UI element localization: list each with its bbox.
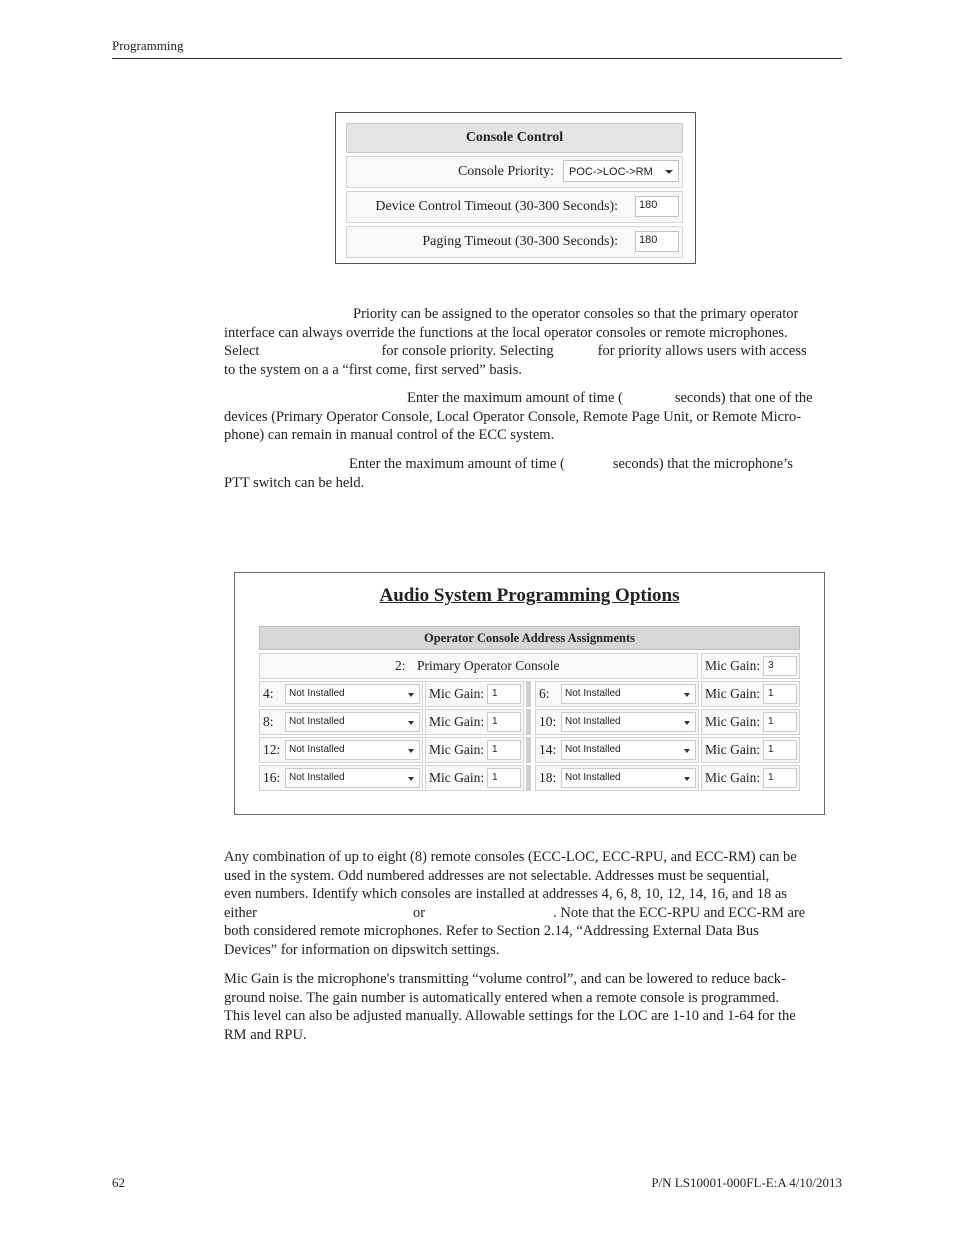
- header-rule: [112, 58, 842, 59]
- console-type-value: Not Installed: [565, 744, 621, 755]
- console-address-cell: [535, 709, 699, 735]
- console-type-value: Not Installed: [289, 688, 345, 699]
- console-address-row: [259, 681, 800, 707]
- device-timeout-row: [346, 191, 683, 223]
- running-head: Programming: [112, 38, 184, 53]
- console-type-select[interactable]: [561, 740, 696, 760]
- device-timeout-input[interactable]: 180: [635, 196, 679, 217]
- mic-gain-label: Mic Gain:: [429, 770, 485, 785]
- primary-console-cell: [259, 653, 698, 679]
- mic-gain-cell: [701, 681, 800, 707]
- page-number: 62: [112, 1175, 125, 1190]
- chevron-down-icon: [684, 777, 690, 781]
- mic-gain-paragraph: [224, 970, 841, 1044]
- text-line: interface can always override the functions at the local operator consoles or remote microphones.: [224, 324, 788, 341]
- primary-mic-gain-input[interactable]: 3: [763, 656, 797, 676]
- console-priority-select[interactable]: [563, 160, 679, 182]
- paging-timeout-input[interactable]: 180: [635, 231, 679, 252]
- console-address-row: [259, 765, 800, 791]
- mic-gain-label: Mic Gain:: [705, 742, 761, 757]
- mic-gain-label: Mic Gain:: [705, 770, 761, 785]
- console-type-value: Not Installed: [565, 772, 621, 783]
- chevron-down-icon: [408, 777, 414, 781]
- chevron-down-icon: [684, 693, 690, 697]
- text-line: Any combination of up to eight (8) remote consoles (ECC-LOC, ECC-RPU, and ECC-RM) can be: [224, 849, 797, 865]
- text-span: for console priority. Selecting: [381, 343, 554, 360]
- console-address-rows: [259, 681, 800, 791]
- primary-console-name: Primary Operator Console: [417, 658, 560, 673]
- console-type-select[interactable]: [561, 684, 696, 704]
- console-address-cell: [259, 765, 423, 791]
- paging-timeout-label: Paging Timeout (30-300 Seconds):: [422, 234, 618, 249]
- text-span: Enter the maximum amount of time (: [407, 390, 623, 406]
- text-span: Select: [224, 343, 260, 360]
- mic-gain-input[interactable]: 1: [487, 684, 521, 704]
- mic-gain-cell: [425, 737, 524, 763]
- device-timeout-label: Device Control Timeout (30-300 Seconds):: [375, 199, 618, 214]
- console-address-row: [259, 709, 800, 735]
- remote-consoles-paragraph: [224, 848, 841, 960]
- console-address-number: 16:: [263, 770, 281, 785]
- mic-gain-cell: [425, 681, 524, 707]
- console-control-panel: [346, 123, 683, 258]
- text-line: [224, 389, 841, 408]
- mic-gain-input[interactable]: 1: [763, 740, 797, 760]
- column-divider: [526, 765, 531, 791]
- console-address-number: 14:: [539, 742, 557, 757]
- console-address-number: 6:: [539, 686, 550, 701]
- column-divider: [526, 709, 531, 735]
- mic-gain-label: Mic Gain:: [705, 686, 761, 701]
- console-type-value: Not Installed: [565, 688, 621, 699]
- chevron-down-icon: [684, 749, 690, 753]
- console-address-number: 4:: [263, 686, 274, 701]
- chevron-down-icon: [408, 749, 414, 753]
- mic-gain-label: Mic Gain:: [429, 742, 485, 757]
- text-line: devices (Primary Operator Console, Local Operator Console, Remote Page Unit, or Remote Micro-: [224, 408, 802, 425]
- console-address-number: 10:: [539, 714, 557, 729]
- console-priority-value: POC->LOC->RM: [569, 166, 653, 178]
- paging-timeout-row: [346, 226, 683, 258]
- console-type-value: Not Installed: [565, 716, 621, 727]
- console-address-row: [259, 737, 800, 763]
- text-line: [224, 904, 841, 923]
- text-line: Priority can be assigned to the operator consoles so that the primary operator: [353, 306, 799, 322]
- text-line: [224, 342, 841, 361]
- column-divider: [526, 681, 531, 707]
- console-type-value: Not Installed: [289, 772, 345, 783]
- console-address-cell: [259, 681, 423, 707]
- text-span: for priority allows users with access: [597, 343, 807, 360]
- text-line: phone) can remain in manual control of the ECC system.: [224, 427, 555, 444]
- mic-gain-cell: [425, 765, 524, 791]
- paging-timeout-paragraph: [224, 455, 841, 492]
- primary-console-row: [259, 653, 800, 679]
- text-span: or: [413, 904, 426, 921]
- audio-programming-figure: [234, 572, 825, 815]
- mic-gain-cell: [701, 709, 800, 735]
- primary-address: 2:: [395, 658, 406, 673]
- primary-gain-cell: [701, 653, 800, 679]
- console-address-title: Operator Console Address Assignments: [259, 626, 800, 650]
- console-address-cell: [535, 737, 699, 763]
- text-span: seconds) that the microphone’s: [612, 456, 793, 472]
- mic-gain-input[interactable]: 1: [487, 740, 521, 760]
- mic-gain-label: Mic Gain:: [705, 658, 761, 673]
- console-priority-paragraph: [224, 305, 841, 379]
- text-line: Devices” for information on dipswitch settings.: [224, 941, 500, 958]
- console-priority-row: [346, 156, 683, 188]
- column-divider: [526, 737, 531, 763]
- console-control-figure: [335, 112, 696, 264]
- console-type-value: Not Installed: [289, 744, 345, 755]
- mic-gain-input[interactable]: 1: [763, 684, 797, 704]
- text-line: This level can also be adjusted manually. Allowable settings for the LOC are 1-10 and 1-64 for the: [224, 1008, 796, 1025]
- console-type-select[interactable]: [285, 684, 420, 704]
- chevron-down-icon: [408, 721, 414, 725]
- text-line: ground noise. The gain number is automatically entered when a remote console is programmed.: [224, 989, 780, 1006]
- console-address-cell: [259, 737, 423, 763]
- console-type-select[interactable]: [285, 768, 420, 788]
- text-line: [224, 455, 841, 474]
- mic-gain-input[interactable]: 1: [763, 768, 797, 788]
- console-address-number: 12:: [263, 742, 281, 757]
- console-address-number: 18:: [539, 770, 557, 785]
- text-line: even numbers. Identify which consoles are installed at addresses 4, 6, 8, 10, 12, 14, 16, and 18 as: [224, 886, 787, 903]
- console-address-cell: [535, 765, 699, 791]
- mic-gain-label: Mic Gain:: [705, 714, 761, 729]
- text-span: . Note that the ECC-RPU and ECC-RM are: [553, 904, 806, 921]
- chevron-down-icon: [408, 693, 414, 697]
- mic-gain-label: Mic Gain:: [429, 686, 485, 701]
- console-type-select[interactable]: [561, 768, 696, 788]
- console-address-table: [259, 626, 800, 791]
- mic-gain-input[interactable]: 1: [487, 768, 521, 788]
- text-span: either: [224, 904, 258, 921]
- console-type-select[interactable]: [285, 740, 420, 760]
- console-address-number: 8:: [263, 714, 274, 729]
- mic-gain-label: Mic Gain:: [429, 714, 485, 729]
- text-span: seconds) that one of the: [674, 390, 813, 406]
- device-timeout-paragraph: [224, 389, 841, 445]
- text-line: used in the system. Odd numbered addresses are not selectable. Addresses must be sequential,: [224, 867, 770, 884]
- console-type-select[interactable]: [561, 712, 696, 732]
- chevron-down-icon: [665, 170, 673, 174]
- mic-gain-cell: [701, 765, 800, 791]
- mic-gain-cell: [701, 737, 800, 763]
- text-line: both considered remote microphones. Refer to Section 2.14, “Addressing External Data Bus: [224, 923, 759, 940]
- mic-gain-input[interactable]: 1: [487, 712, 521, 732]
- text-line: to the system on a a “first come, first served” basis.: [224, 361, 522, 378]
- chevron-down-icon: [684, 721, 690, 725]
- console-address-cell: [259, 709, 423, 735]
- console-control-title: Console Control: [346, 123, 683, 153]
- text-line: PTT switch can be held.: [224, 474, 365, 491]
- part-number: P/N LS10001-000FL-E:A 4/10/2013: [651, 1175, 842, 1190]
- text-line: RM and RPU.: [224, 1026, 307, 1043]
- audio-programming-heading: Audio System Programming Options: [379, 585, 680, 606]
- console-priority-label: Console Priority:: [457, 164, 554, 179]
- console-type-select[interactable]: [285, 712, 420, 732]
- console-type-value: Not Installed: [289, 716, 345, 727]
- text-span: Enter the maximum amount of time (: [349, 456, 565, 472]
- console-address-cell: [535, 681, 699, 707]
- mic-gain-cell: [425, 709, 524, 735]
- text-line: Mic Gain is the microphone's transmitting “volume control”, and can be lowered to reduce back-: [224, 971, 786, 987]
- mic-gain-input[interactable]: 1: [763, 712, 797, 732]
